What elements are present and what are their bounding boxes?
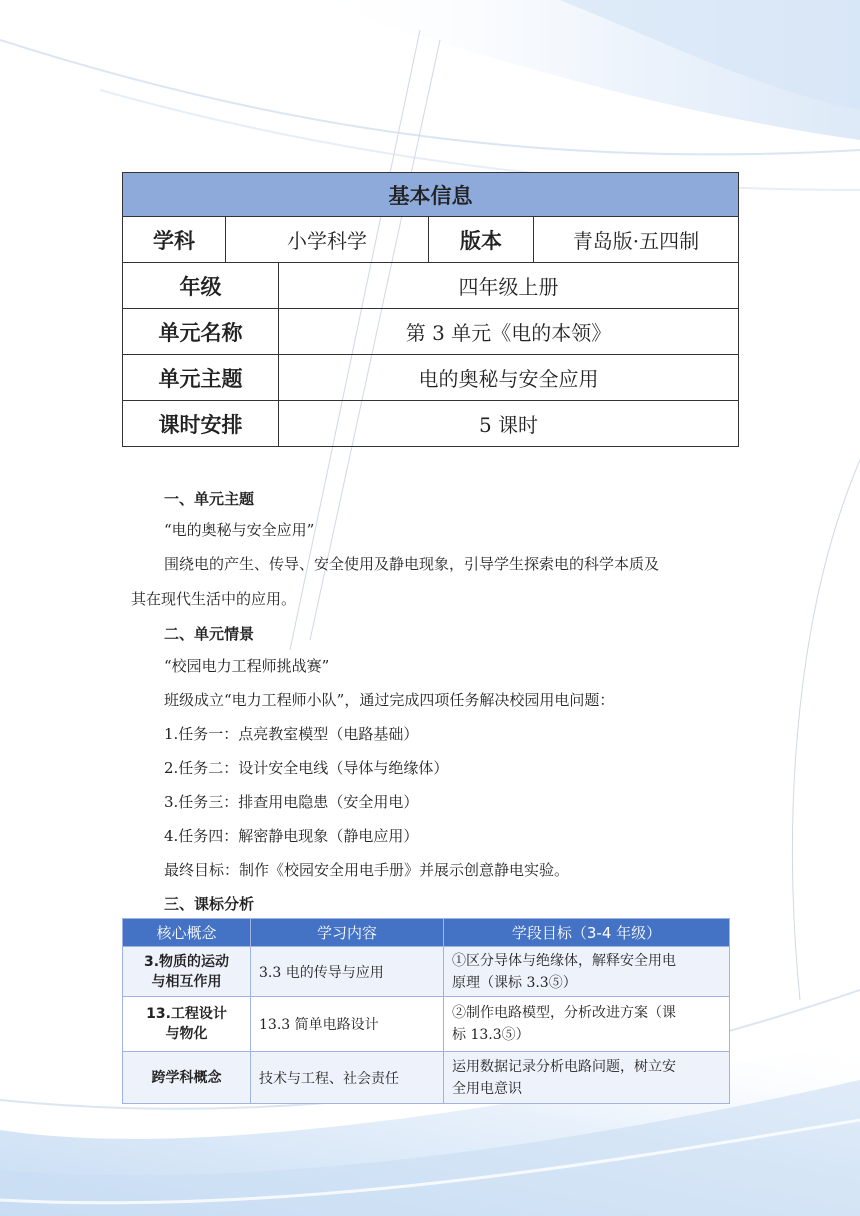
column-header-goal: 学段目标（3-4 年级） xyxy=(444,919,730,947)
hours-value: 5 课时 xyxy=(279,401,739,447)
edition-value: 青岛版·五四制 xyxy=(534,217,739,263)
section2-heading: 二、单元情景 xyxy=(164,625,255,643)
unit-theme-label: 单元主题 xyxy=(123,355,279,401)
section1-para-line1: 围绕电的产生、传导、安全使用及静电现象，引导学生探索电的科学本质及 xyxy=(164,555,660,573)
goal-line: 原理（课标 3.3⑤） xyxy=(452,974,577,991)
curriculum-analysis-table xyxy=(122,918,730,1104)
concept-line: 与相互作用 xyxy=(151,973,222,990)
section2-goal: 最终目标：制作《校园安全用电手册》并展示创意静电实验。 xyxy=(164,861,570,879)
subject-value: 小学科学 xyxy=(226,217,429,263)
table-row xyxy=(123,1052,730,1104)
basic-info-table xyxy=(122,172,739,447)
table-row xyxy=(123,947,730,997)
grade-value: 四年级上册 xyxy=(279,263,739,309)
task-item: 3.任务三：排查用电隐患（安全用电） xyxy=(164,793,419,811)
goal-line: 运用数据记录分析电路问题，树立安 xyxy=(452,1058,676,1075)
goal-cell xyxy=(444,1052,730,1104)
goal-line: ②制作电路模型，分析改进方案（课 xyxy=(452,1005,676,1021)
unit-name-label: 单元名称 xyxy=(123,309,279,355)
concept-line: 与物化 xyxy=(165,1026,208,1042)
task-item: 2.任务二：设计安全电线（导体与绝缘体） xyxy=(164,759,449,777)
edition-label: 版本 xyxy=(429,217,534,263)
grade-label: 年级 xyxy=(123,263,279,309)
concept-cell xyxy=(123,1052,251,1104)
hours-label: 课时安排 xyxy=(123,401,279,447)
table-row xyxy=(123,997,730,1052)
section3-heading: 三、课标分析 xyxy=(164,895,255,913)
section2-intro: 班级成立“电力工程师小队”，通过完成四项任务解决校园用电问题： xyxy=(164,691,615,709)
content-cell: 技术与工程、社会责任 xyxy=(251,1052,444,1104)
info-table-header: 基本信息 xyxy=(123,173,739,217)
section1-para-line2: 其在现代生活中的应用。 xyxy=(131,590,297,608)
goal-cell xyxy=(444,997,730,1052)
goal-line: 全用电意识 xyxy=(452,1080,522,1097)
concept-cell xyxy=(123,997,251,1052)
section1-quote: “电的奥秘与安全应用” xyxy=(164,521,315,539)
concept-line: 跨学科概念 xyxy=(151,1069,222,1086)
column-header-content: 学习内容 xyxy=(251,919,444,947)
task-item: 4.任务四：解密静电现象（静电应用） xyxy=(164,827,419,845)
content-cell: 3.3 电的传导与应用 xyxy=(251,947,444,997)
column-header-concept: 核心概念 xyxy=(123,919,251,947)
concept-line: 3.物质的运动 xyxy=(143,953,230,970)
goal-line: ①区分导体与绝缘体，解释安全用电 xyxy=(452,952,676,969)
content-cell: 13.3 简单电路设计 xyxy=(251,997,444,1052)
section1-heading: 一、单元主题 xyxy=(164,490,255,508)
unit-theme-value: 电的奥秘与安全应用 xyxy=(279,355,739,401)
unit-name-value: 第 3 单元《电的本领》 xyxy=(279,309,739,355)
goal-line: 标 13.3⑤） xyxy=(452,1027,530,1043)
section2-quote: “校园电力工程师挑战赛” xyxy=(164,657,330,675)
concept-cell xyxy=(123,947,251,997)
goal-cell xyxy=(444,947,730,997)
concept-line: 13.工程设计 xyxy=(146,1006,227,1022)
subject-label: 学科 xyxy=(123,217,226,263)
task-item: 1.任务一：点亮教室模型（电路基础） xyxy=(164,725,419,743)
